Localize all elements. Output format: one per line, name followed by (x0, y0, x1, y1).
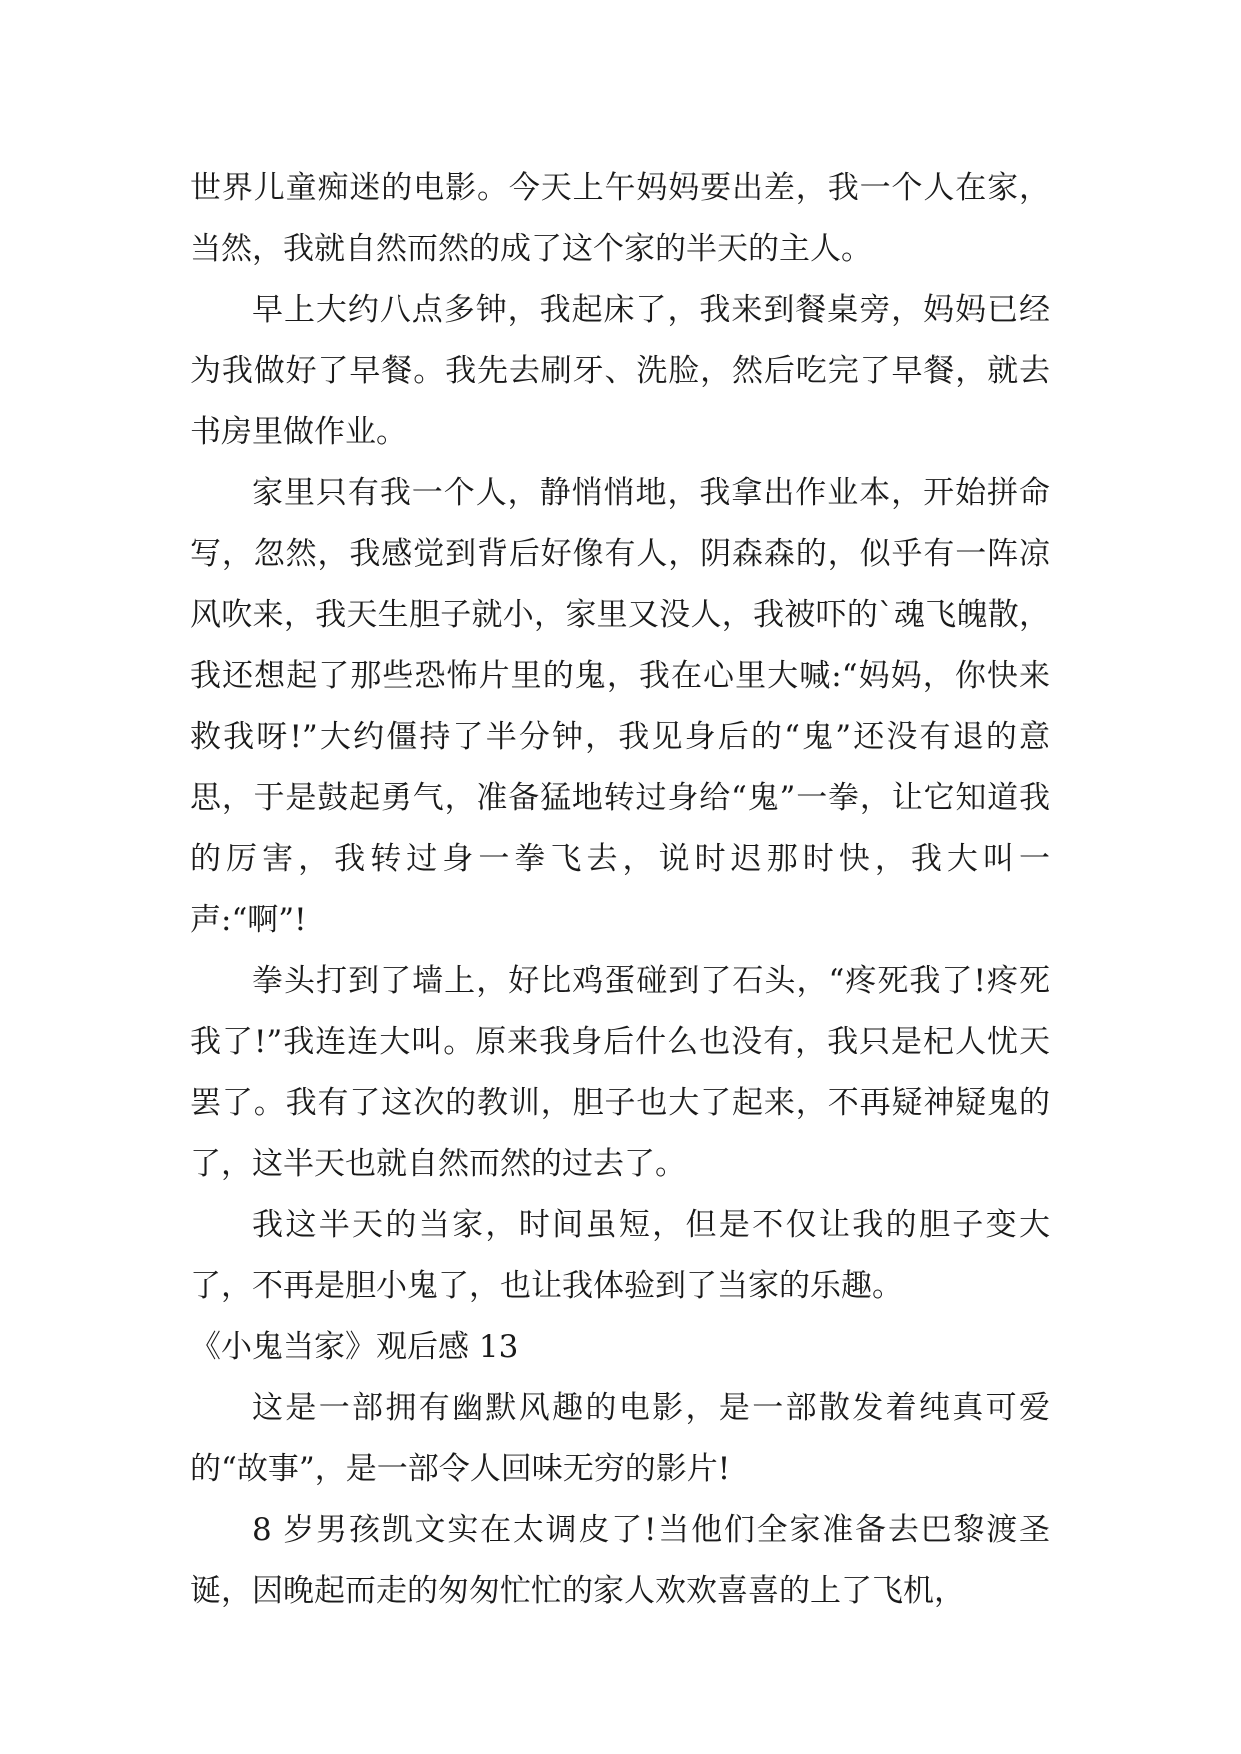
paragraph-punch-wall: 拳头打到了墙上，好比鸡蛋碰到了石头，“疼死我了!疼死我了!”我连连大叫。原来我身后什么也没有，我只是杞人忧天罢了。我有了这次的教训，胆子也大了起来，不再疑神疑鬼的了，这半天也就自然而然的过去了。 (190, 963, 1050, 1182)
paragraph-breakfast: 早上大约八点多钟，我起床了，我来到餐桌旁，妈妈已经为我做好了早餐。我先去刷牙、洗脸，然后吃完了早餐，就去书房里做作业。 (190, 292, 1050, 450)
paragraph-continued: 世界儿童痴迷的电影。今天上午妈妈要出差，我一个人在家，当然，我就自然而然的成了这个家的半天的主人。 (190, 170, 1050, 267)
paragraph-conclusion: 我这半天的当家，时间虽短，但是不仅让我的胆子变大了，不再是胆小鬼了，也让我体验到了当家的乐趣。 (190, 1207, 1050, 1304)
paragraph-ghost: 家里只有我一个人，静悄悄地，我拿出作业本，开始拼命写，忽然，我感觉到背后好像有人，阴森森的，似乎有一阵凉风吹来，我天生胆子就小，家里又没人，我被吓的`魂飞魄散，我还想起了那些恐怖片里的鬼，我在心里大喊:“妈妈，你快来救我呀!”大约僵持了半分钟，我见身后的“鬼”还没有退的意思，于是鼓起勇气，准备猛地转过身给“鬼”一拳，让它知道我的厉害，我转过身一拳飞去，说时迟那时快，我大叫一声:“啊”! (190, 475, 1050, 938)
document-body (190, 158, 1050, 1622)
paragraph-kevin: 8 岁男孩凯文实在太调皮了!当他们全家准备去巴黎渡圣诞，因晚起而走的匆匆忙忙的家人欢欢喜喜的上了飞机， (190, 1512, 1050, 1609)
section-heading: 《小鬼当家》观后感 13 (190, 1329, 519, 1365)
paragraph-movie-intro: 这是一部拥有幽默风趣的电影，是一部散发着纯真可爱的“故事”，是一部令人回味无穷的影片! (190, 1390, 1050, 1487)
